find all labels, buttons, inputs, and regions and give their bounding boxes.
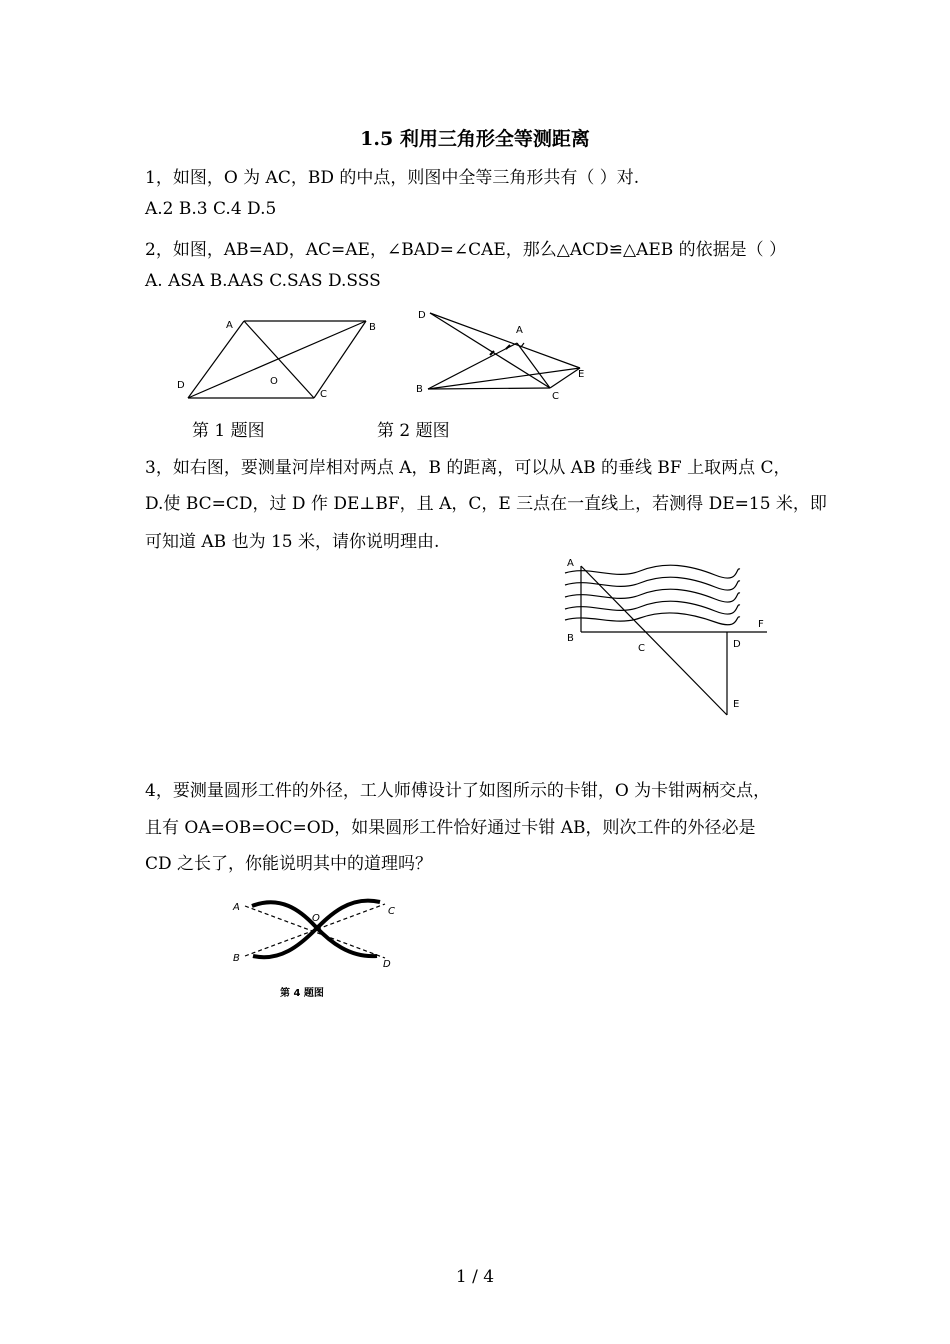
fig1-label-a: A — [226, 320, 233, 331]
fig2-label-a: A — [516, 325, 523, 336]
figure-4 — [225, 890, 415, 1005]
fig2-label-c: C — [552, 391, 559, 402]
question-1-text: 1，如图，O 为 AC，BD 的中点，则图中全等三角形共有（ ）对. — [145, 168, 640, 188]
fig4-label-c: C — [388, 906, 395, 917]
fig4-label-d: D — [383, 959, 391, 970]
page-number: 1 / 4 — [455, 1267, 495, 1287]
fig3-label-b: B — [567, 633, 574, 644]
fig3-label-f: F — [758, 619, 764, 630]
question-4-line-1: 4，要测量圆形工件的外径，工人师傅设计了如图所示的卡钳，O 为卡钳两柄交点， — [145, 781, 771, 801]
fig1-label-d: D — [177, 380, 185, 391]
figure-1 — [170, 312, 380, 407]
figure-1-caption: 第 1 题图 — [192, 421, 265, 441]
question-2-options: A. ASA B.AAS C.SAS D.SSS — [145, 271, 381, 291]
question-2-text: 2，如图，AB=AD，AC=AE，∠BAD=∠CAE，那么△ACD≌△AEB 的依据是（ ） — [145, 240, 787, 260]
question-4-line-2: 且有 OA=OB=OC=OD，如果圆形工件恰好通过卡钳 AB，则次工件的外径必是 — [145, 818, 756, 838]
question-3-line-2: D.使 BC=CD，过 D 作 DE⊥BF，且 A，C，E 三点在一直线上，若测得 DE=15 米，即 — [145, 494, 827, 514]
fig4-label-b: B — [233, 953, 240, 964]
fig2-label-d: D — [418, 310, 426, 321]
question-3-line-3: 可知道 AB 也为 15 米，请你说明理由. — [145, 532, 440, 552]
fig3-label-d: D — [733, 639, 741, 650]
fig3-label-a: A — [567, 558, 574, 569]
fig1-label-o: O — [270, 376, 278, 387]
fig1-label-c: C — [320, 389, 327, 400]
fig2-label-b: B — [416, 384, 423, 395]
figure-2-caption: 第 2 题图 — [377, 421, 450, 441]
question-1-options: A.2 B.3 C.4 D.5 — [145, 199, 277, 219]
fig2-label-e: E — [578, 369, 585, 380]
figure-4-caption: 第 4 题图 — [280, 988, 324, 999]
question-4-line-3: CD 之长了，你能说明其中的道理吗？ — [145, 854, 433, 874]
page-title: 1.5 利用三角形全等测距离 — [360, 128, 590, 150]
fig4-label-o: O — [312, 913, 320, 924]
figure-3 — [560, 555, 775, 720]
fig4-label-a: A — [233, 902, 240, 913]
question-3-line-1: 3，如右图，要测量河岸相对两点 A，B 的距离，可以从 AB 的垂线 BF 上取两点 C， — [145, 458, 791, 478]
fig1-label-b: B — [369, 322, 376, 333]
fig3-label-e: E — [733, 699, 740, 710]
fig3-label-c: C — [638, 643, 645, 654]
figure-2 — [410, 305, 595, 405]
